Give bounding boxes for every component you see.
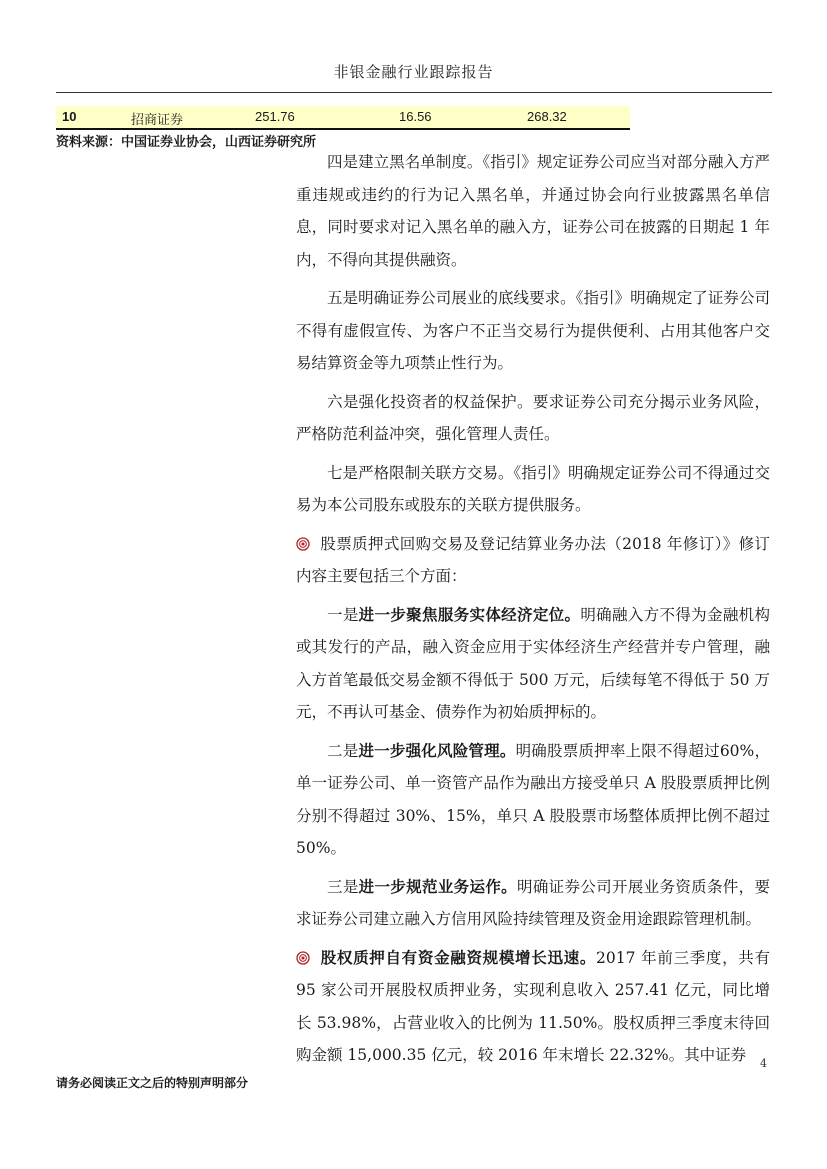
paragraph-related-party: 七是严格限制关联方交易。《指引》明确规定证券公司不得通过交易为本公司股东或股东的关联方提供服务。: [296, 463, 770, 514]
paragraph-rest: 2017 年前三季度，共有 95 家公司开展股权质押业务，实现利息收入 257.41 亿元，同比增长 53.98%，占营业收入的比例为 11.50%。股权质押三季度末待回购金额 15,000.35 亿元，较 2016 年末增长 22.32%。其中证券: [296, 948, 770, 1064]
header-divider: [56, 92, 772, 93]
paragraph-baseline: 五是明确证券公司展业的底线要求。《指引》明确规定了证券公司不得有虚假宣传、为客户不正当交易行为提供便利、占用其他客户交易结算资金等九项禁止性行为。: [296, 289, 770, 372]
paragraph-blacklist: 四是建立黑名单制度。《指引》规定证券公司应当对部分融入方严重违规或违约的行为记入黑名单，并通过协会向行业披露黑名单信息，同时要求对记入黑名单的融入方，证券公司在披露的日期起 1 年内，不得向其提供融资。: [296, 153, 770, 269]
paragraph-real-economy: [296, 599, 770, 729]
page-header-title: 非银金融行业跟踪报告: [333, 63, 494, 81]
seal-bullet-icon: [296, 530, 310, 544]
rank-cell: 10: [62, 109, 77, 124]
value-cell-3: 268.32: [527, 109, 567, 124]
bold-heading: 进一步聚焦服务实体经济定位。: [358, 604, 581, 624]
source-note: 资料来源：中国证券业协会，山西证券研究所: [56, 134, 317, 149]
body-text: [296, 146, 770, 1078]
lead-text: 三是: [327, 877, 359, 896]
bold-heading: 进一步强化风险管理。: [358, 740, 516, 760]
value-cell-2: 16.56: [399, 109, 432, 124]
table-row: [56, 106, 630, 130]
bold-heading: 进一步规范业务运作。: [358, 876, 517, 896]
paragraph-risk-management: [296, 735, 770, 865]
lead-text: 二是: [327, 741, 359, 760]
seal-bullet-icon: [296, 944, 310, 958]
paragraph-rest: 明确证券公司开展业务资质条件，要求证券公司建立融入方信用风险持续管理及资金用途跟踪管理机制。: [296, 877, 770, 928]
bold-heading: 股权质押自有资金融资规模增长迅速。: [320, 947, 597, 967]
bullet-paragraph-revision: [296, 528, 770, 593]
paragraph-investor-protection: 六是强化投资者的权益保护。要求证券公司充分揭示业务风险，严格防范利益冲突，强化管理人责任。: [296, 392, 770, 443]
lead-text: 一是: [327, 605, 359, 624]
paragraph-rest: 明确股票质押率上限不得超过60%，单一证券公司、单一资管产品作为融出方接受单只 A 股股票质押比例分别不得超过 30%、15%，单只 A 股股票市场整体质押比例不超过 50%。: [296, 741, 770, 857]
page-number: 4: [760, 1057, 767, 1070]
company-cell: 招商证券: [131, 112, 184, 127]
bullet-paragraph-pledge-growth: [296, 942, 770, 1072]
value-cell-1: 251.76: [255, 109, 295, 124]
paragraph-rest: 明确融入方不得为金融机构或其发行的产品，融入资金应用于实体经济生产经营并专户管理，融入方首笔最低交易金额不得低于 500 万元，后续每笔不得低于 50 万元，不再认可基金、债券作为初始质押标的。: [296, 605, 770, 721]
paragraph-business-operation: [296, 871, 770, 936]
bullet-text-revision: 股票质押式回购交易及登记结算业务办法（2018 年修订）》修订内容主要包括三个方面：: [296, 534, 770, 585]
footer-disclaimer: 请务必阅读正文之后的特别声明部分: [56, 1076, 249, 1090]
